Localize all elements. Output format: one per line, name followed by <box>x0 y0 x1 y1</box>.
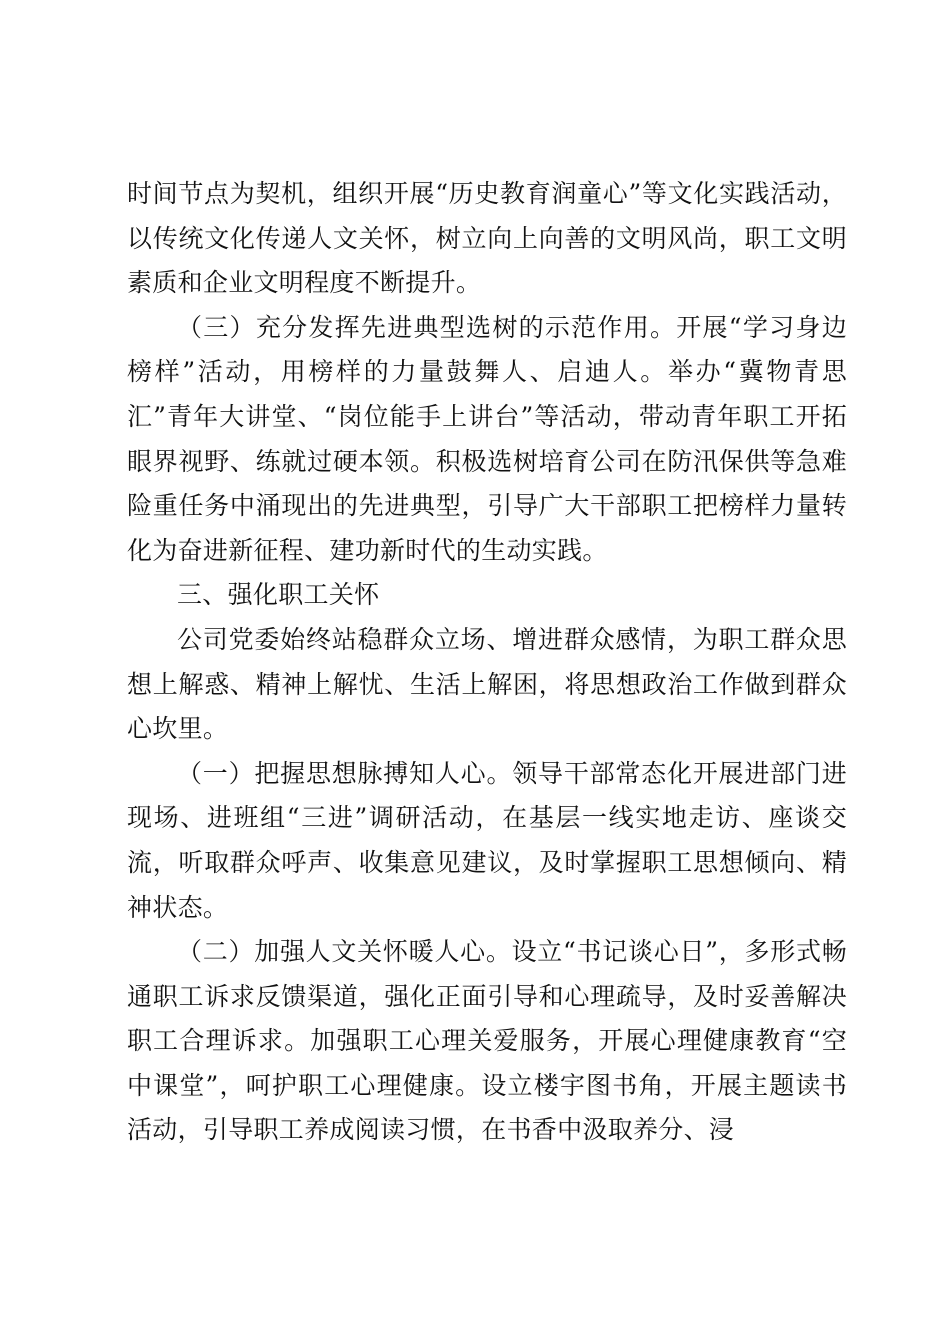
paragraph-section-3: （三）充分发挥先进典型选树的示范作用。开展“学习身边榜样”活动，用榜样的力量鼓舞人、启迪人。举办“冀物青思汇”青年大讲堂、“岗位能手上讲台”等活动，带动青年职工开拓眼界视野、练就过硬本领。积极选树培育公司在防汛保供等急难险重任务中涌现出的先进典型，引导广大干部职工把榜样力量转化为奋进新征程、建功新时代的生动实践。 <box>127 312 847 565</box>
paragraph-subsection-1: （一）把握思想脉搏知人心。领导干部常态化开展进部门进现场、进班组“三进”调研活动，在基层一线实地走访、座谈交流，听取群众呼声、收集意见建议，及时掌握职工思想倾向、精神状态。 <box>127 758 847 922</box>
section-heading-care: 三、强化职工关怀 <box>177 580 380 610</box>
paragraph-continuation: 时间节点为契机，组织开展“历史教育润童心”等文化实践活动，以传统文化传递人文关怀，树立向上向善的文明风尚，职工文明素质和企业文明程度不断提升。 <box>127 179 847 298</box>
paragraph-subsection-2: （二）加强人文关怀暖人心。设立“书记谈心日”，多形式畅通职工诉求反馈渠道，强化正面引导和心理疏导，及时妥善解决职工合理诉求。加强职工心理关爱服务，开展心理健康教育“空中课堂”，呵护职工心理健康。设立楼宇图书角，开展主题读书活动，引导职工养成阅读习惯，在书香中汲取养分、浸 <box>127 937 847 1145</box>
paragraph-intro-care: 公司党委始终站稳群众立场、增进群众感情，为职工群众思想上解惑、精神上解忧、生活上解困，将思想政治工作做到群众心坎里。 <box>127 624 847 744</box>
document-body <box>127 172 847 1153</box>
